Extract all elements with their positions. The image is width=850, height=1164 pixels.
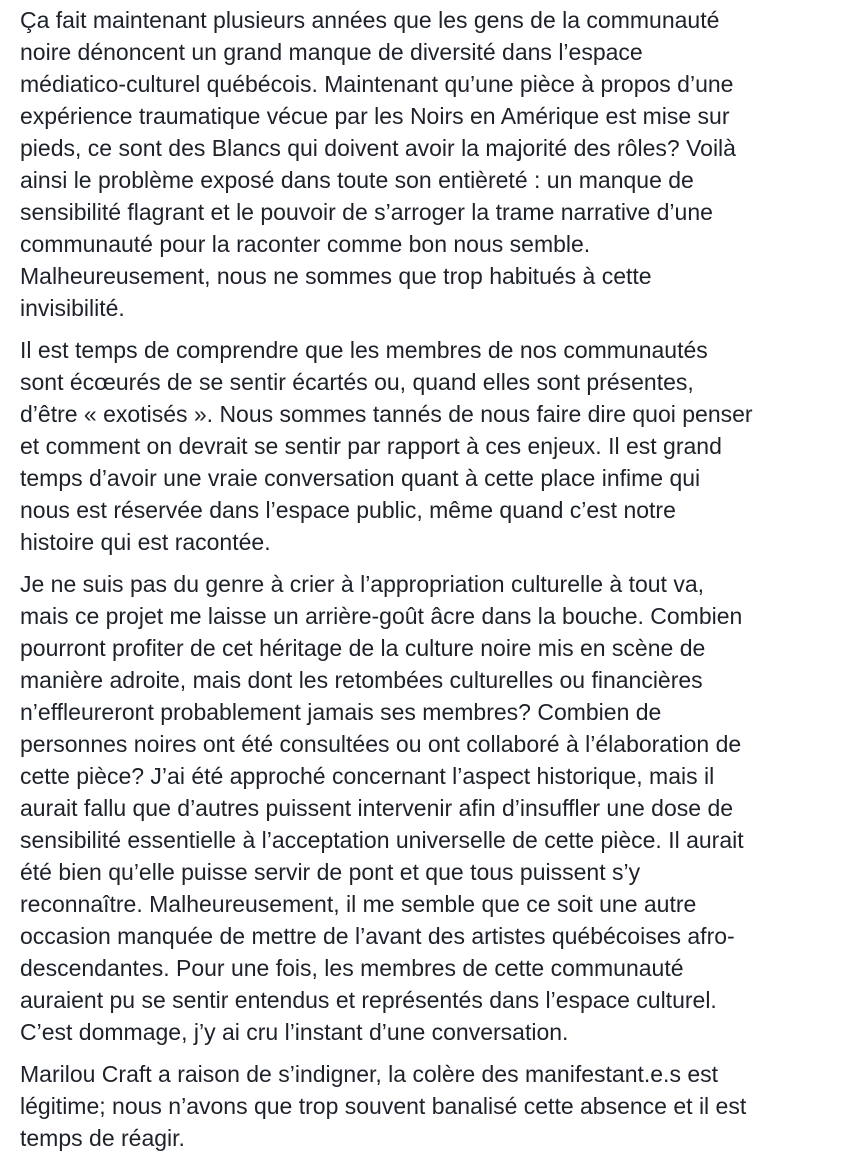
paragraph-4: Marilou Craft a raison de s’indigner, la colère des manifestant.e.s est légitime; nous n’avons que trop souvent banalisé cette absence et il est temps de réagir. <box>20 1061 747 1151</box>
paragraph-3: Je ne suis pas du genre à crier à l’appropriation culturelle à tout va, mais ce projet me laisse un arrière-goût âcre dans la bouche. Combien pourront profiter de cet héritage de la culture noire mis en scène de manière adroite, mais dont les retombées culturelles ou financières n’effleureront probablement jamais ses membres? Combien de personnes noires ont été consultées ou ont collaboré à l’élaboration de cette pièce? J’ai été approché concernant l’aspect historique, mais il aurait fallu que d’autres puissent intervenir afin d’insuffler une dose de sensibilité essentielle à l’acceptation universelle de cette pièce. Il aurait été bien qu’elle puisse servir de pont et que tous puissent s’y reconnaître. Malheureusement, il me semble que ce soit une autre occasion manquée de mettre de l’avant des artistes québécoises afro- descendantes. Pour une fois, les membres de cette communauté auraient pu se sentir entendus et représentés dans l’espace culturel. C’est dommage, j’y ai cru l’instant d’une conversation. <box>20 571 744 1045</box>
paragraph-2: Il est temps de comprendre que les membres de nos communautés sont écœurés de se sentir écartés ou, quand elles sont présentes, d’être « exotisés ». Nous sommes tannés de nous faire dire quoi penser et comment on devrait se sentir par rapport à ces enjeux. Il est grand temps d’avoir une vraie conversation quant à cette place infime qui nous est réservée dans l’espace public, même quand c’est notre histoire qui est racontée. <box>20 337 753 555</box>
post-body <box>20 4 842 1164</box>
paragraph-1: Ça fait maintenant plusieurs années que les gens de la communauté noire dénoncent un grand manque de diversité dans l’espace médiatico-culturel québécois. Maintenant qu’une pièce à propos d’une expérience traumatique vécue par les Noirs en Amérique est mise sur pieds, ce sont des Blancs qui doivent avoir la majorité des rôles? Voilà ainsi le problème exposé dans toute son entièreté : un manque de sensibilité flagrant et le pouvoir de s’arroger la trame narrative d’une communauté pour la raconter comme bon nous semble. Malheureusement, nous ne sommes que trop habitués à cette invisibilité. <box>20 7 736 321</box>
